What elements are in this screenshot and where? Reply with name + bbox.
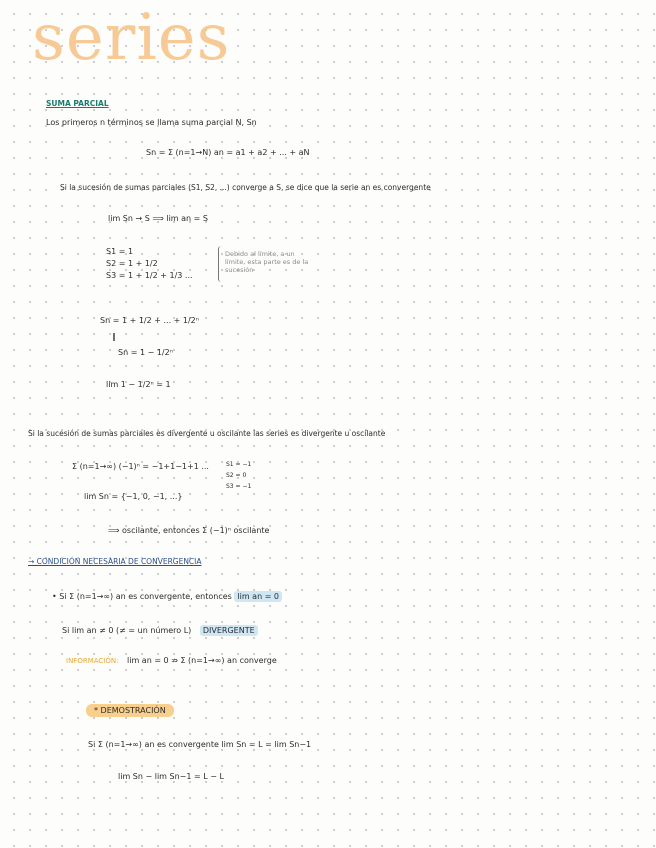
condition-line-2 (62, 626, 258, 635)
limit-result: lim 1 − 1/2ⁿ = 1 (106, 380, 171, 389)
condition-line-3-text: lim an = 0 ⇏ Σ (n=1→∞) an converge (127, 656, 277, 665)
information-label: INFORMACIÓN: (66, 657, 119, 665)
oscillating-series: Σ (n=1→∞) (−1)ⁿ = −1+1−1+1 ... (72, 462, 209, 471)
partial-sum-s3: S3 = 1 + 1/2 + 1/3 ... (106, 271, 193, 280)
condition-line-1-text: • Si Σ (n=1→∞) an es convergente, entonces (52, 592, 232, 601)
heading-condicion-necesaria: → CONDICIÓN NECESARIA DE CONVERGENCIA (28, 557, 202, 566)
oscillating-limit: lim Sn = {−1, 0, −1, ...} (84, 492, 183, 501)
convergence-text: Si la sucesión de sumas parciales (S1, S2, ...) converge a S, se dice que la serie an es convergente (60, 183, 431, 192)
demostracion-heading-wrap (86, 706, 174, 715)
partial-sum-s2: S2 = 1 + 1/2 (106, 259, 158, 268)
sn-closed-form: Sn = 1 − 1/2ⁿ (118, 348, 173, 357)
oscillating-conclusion: ⟹ oscilante, entonces Σ (−1)ⁿ oscilante (108, 526, 270, 535)
divergence-text: Si la sucesión de sumas parciales es divergente u oscilante las series es divergente u oscilante (28, 429, 386, 438)
brace-divider (218, 246, 223, 282)
oscillating-s2: S2 = 0 (226, 472, 247, 479)
limit-line: lim Sn → S ⟹ lim an = S (108, 214, 208, 223)
divergente-highlight: DIVERGENTE (200, 625, 258, 636)
sn-expression: Sn = 1 + 1/2 + ... + 1/2ⁿ (100, 316, 199, 325)
suma-parcial-intro: Los primeros n términos se llama suma parcial N, Sn (46, 118, 257, 127)
partial-sum-s1: S1 = 1 (106, 247, 134, 256)
heading-demostracion: * DEMOSTRACIÓN (86, 704, 174, 717)
condition-line-2-text: Si lim an ≠ 0 (≠ = un número L) (62, 626, 192, 635)
oscillating-s3: S3 = −1 (226, 483, 252, 490)
oscillating-s1: S1 = −1 (226, 461, 252, 468)
equals-sign: ‖ (112, 332, 116, 341)
limit-zero-highlight: lim an = 0 (234, 591, 282, 602)
partial-sum-formula: Sn = Σ (n=1→N) an = a1 + a2 + ... + aN (146, 148, 310, 157)
page-title: series (32, 1, 231, 75)
condition-line-1 (52, 592, 282, 601)
proof-line-2: lim Sn − lim Sn−1 = L − L (118, 772, 224, 781)
heading-suma-parcial: SUMA PARCIAL (46, 99, 109, 108)
proof-line-1: Si Σ (n=1→∞) an es convergente lim Sn = L = lim Sn−1 (88, 740, 312, 749)
side-note: Debido al límite, a un límite, esta parte es de la sucesión (225, 250, 309, 275)
condition-line-3 (66, 656, 277, 665)
